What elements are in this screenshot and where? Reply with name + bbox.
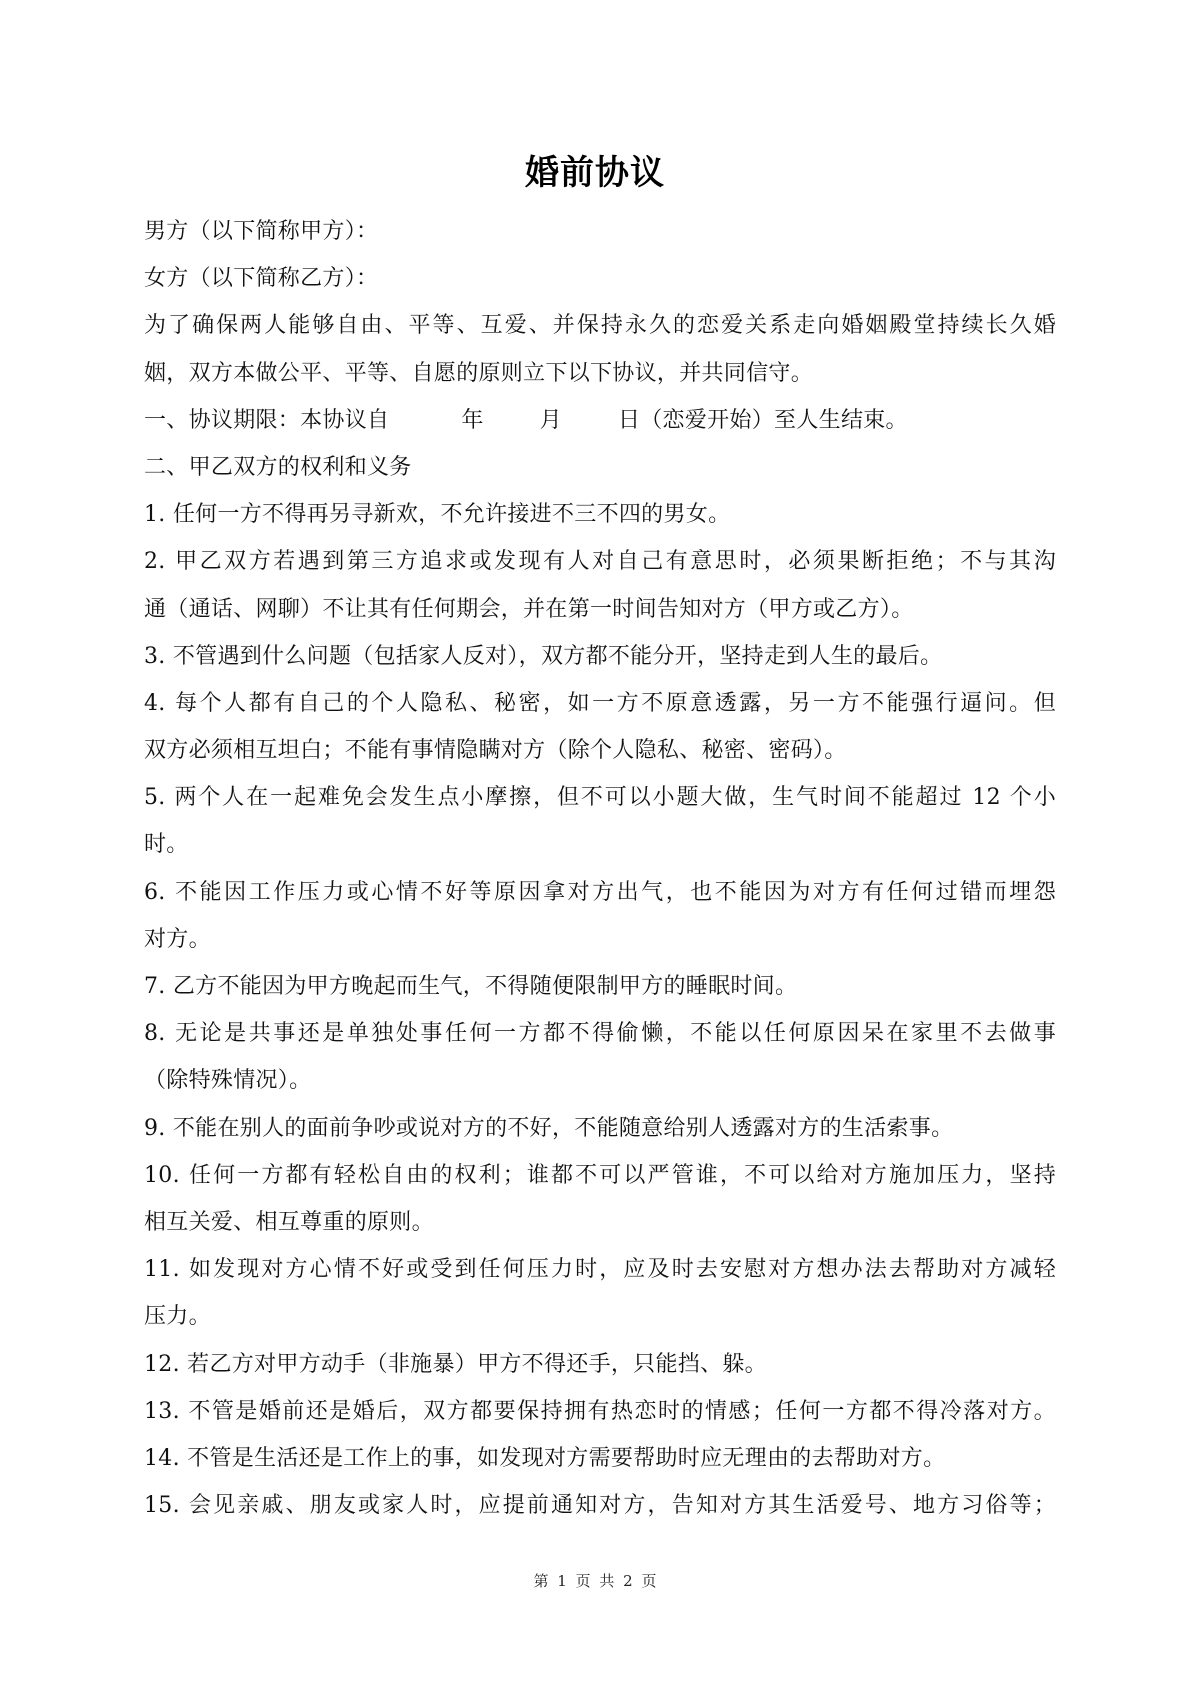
female-party-line: 女方（以下简称乙方）： (144, 266, 379, 292)
clause-4-line-1: 4. 每个人都有自己的个人隐私、秘密，如一方不原意透露，另一方不能强行逼问。但 (144, 690, 1056, 716)
clause-8-line-2: （除特殊情况）。 (144, 1068, 312, 1094)
year-label: 年 (461, 407, 484, 433)
section-1-term (144, 397, 1056, 444)
clause-11-line-2: 压力。 (144, 1304, 211, 1330)
clause-6-line-1: 6. 不能因工作压力或心情不好等原因拿对方出气，也不能因为对方有任何过错而埋怨 (144, 879, 1056, 905)
document-body (144, 208, 1056, 1529)
clause-4-line-2: 双方必须相互坦白；不能有事情隐瞒对方（除个人隐私、秘密、密码）。 (144, 738, 847, 764)
page-number-footer: 第 1 页 共 2 页 (533, 1572, 657, 1590)
clause-10-line-1: 10. 任何一方都有轻松自由的权利；谁都不可以严管谁，不可以给对方施加压力，坚持 (144, 1162, 1056, 1188)
month-label: 月 (539, 407, 562, 433)
clause-8-line-1: 8. 无论是共事还是单独处事任何一方都不得偷懒，不能以任何原因呆在家里不去做事 (144, 1021, 1056, 1047)
clause-10-line-2: 相互关爱、相互尊重的原则。 (144, 1209, 434, 1235)
clause-15: 15. 会见亲戚、朋友或家人时，应提前通知对方，告知对方其生活爱号、地方习俗等； (144, 1493, 1056, 1519)
clause-6-line-2: 对方。 (144, 926, 211, 952)
term-suffix: 日（恋爱开始）至人生结束。 (617, 407, 908, 433)
clause-9: 9. 不能在别人的面前争吵或说对方的不好，不能随意给别人透露对方的生活索事。 (144, 1115, 954, 1141)
clause-7: 7. 乙方不能因为甲方晚起而生气，不得随便限制甲方的睡眠时间。 (144, 974, 798, 999)
clause-12: 12. 若乙方对甲方动手（非施暴）甲方不得还手，只能挡、躲。 (144, 1351, 767, 1377)
clause-2-line-1: 2. 甲乙双方若遇到第三方追求或发现有人对自己有意思时，必须果断拒绝；不与其沟 (144, 549, 1056, 575)
preamble-line-2: 姻，双方本做公平、平等、自愿的原则立下以下协议，并共同信守。 (144, 360, 814, 386)
section-2-heading: 二、甲乙双方的权利和义务 (144, 454, 412, 480)
clause-2-line-2: 通（通话、网聊）不让其有任何期会，并在第一时间告知对方（甲方或乙方）。 (144, 596, 914, 622)
term-prefix: 一、协议期限：本协议自 (144, 407, 390, 433)
clause-13: 13. 不管是婚前还是婚后，双方都要保持拥有热恋时的情感；任何一方都不得冷落对方。 (144, 1398, 1056, 1424)
preamble-line-1: 为了确保两人能够自由、平等、互爱、并保持永久的恋爱关系走向婚姻殿堂持续长久婚 (144, 313, 1056, 339)
clause-11-line-1: 11. 如发现对方心情不好或受到任何压力时，应及时去安慰对方想办法去帮助对方减轻 (144, 1257, 1056, 1283)
male-party-line: 男方（以下简称甲方）： (144, 219, 379, 244)
clause-5-line-2: 时。 (144, 832, 189, 858)
clause-14: 14. 不管是生活还是工作上的事，如发现对方需要帮助时应无理由的去帮助对方。 (144, 1445, 946, 1471)
clause-5-line-1: 5. 两个人在一起难免会发生点小摩擦，但不可以小题大做，生气时间不能超过 12 个小 (144, 785, 1056, 811)
clause-3: 3. 不管遇到什么问题（包括家人反对），双方都不能分开，坚持走到人生的最后。 (144, 643, 943, 669)
clause-1: 1. 任何一方不得再另寻新欢，不允许接进不三不四的男女。 (144, 502, 731, 528)
document-title: 婚前协议 (525, 153, 665, 193)
